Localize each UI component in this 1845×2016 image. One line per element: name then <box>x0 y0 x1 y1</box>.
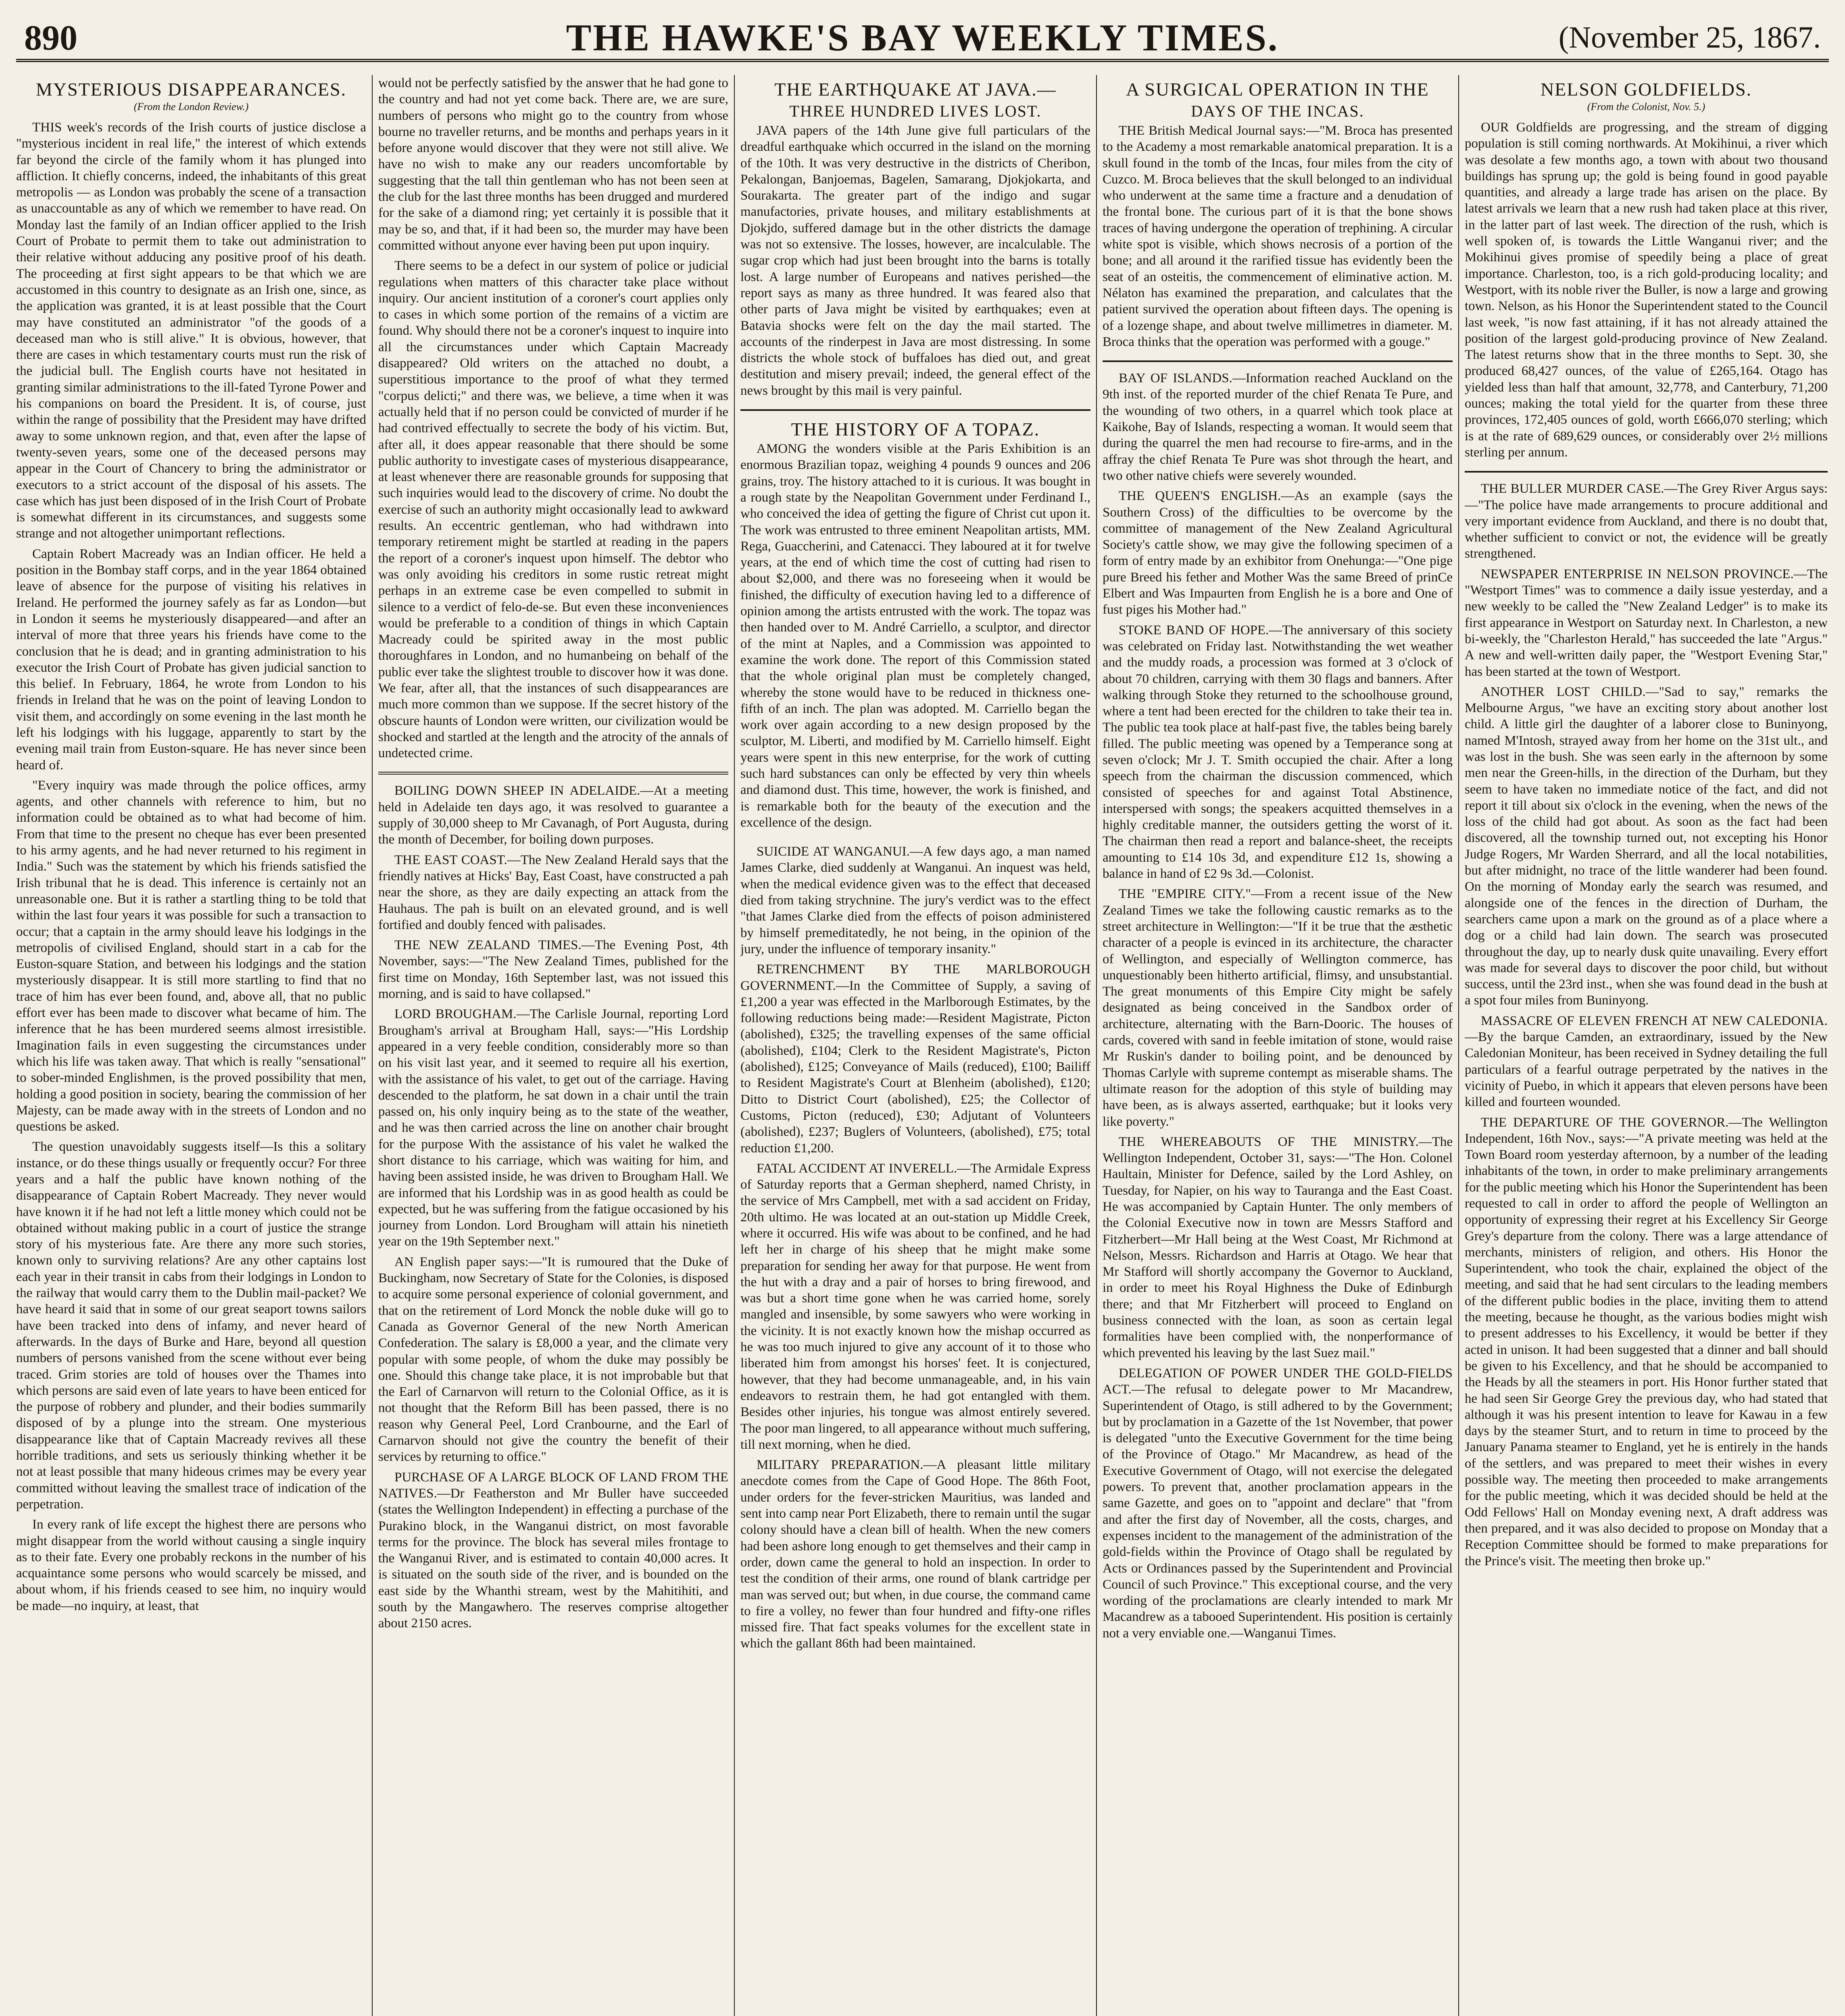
article-heading: MYSTERIOUS DISAPPEARANCES. <box>35 79 347 100</box>
news-item: NEWSPAPER ENTERPRISE IN NELSON PROVINCE.—The "Westport Times" was to commence a daily issue yesterday, and a new weekly to be called the "New Zealand Ledger" is to make its first appearance in Westport on Saturday next. In Charleston, a new bi-weekly, the "Charleston Herald," has succeeded the late "Argus." A new and well-written daily paper, the "Westport Evening Star," has been started at the town of Westport. <box>1465 566 1828 679</box>
column-rule <box>1096 75 1097 2016</box>
column-4 <box>1103 75 1453 2016</box>
paragraph: In every rank of life except the highest there are persons who might disappear from the world without causing a single inquiry as to their fate. Every one probably reckons in the number of his acquaintance some persons who would scarcely be missed, and about whom, if his friends ceased to see him, no inquiry would be made—no inquiry, at least, that <box>16 1517 366 1613</box>
news-item: AN English paper says:—"It is rumoured that the Duke of Buckingham, now Secretary of State for the Colonies, is disposed to acquire some personal experience of colonial government, and that on the retirement of Lord Monck the noble duke will go to Canada as Governor General of the new North American Confederation. The salary is £8,000 a year, and the climate very popular with some people, of whom the duke may possibly be one. Should this change take place, it is not improbable but that the Earl of Carnarvon will return to the Colonial Office, as it is not thought that the Reform Bill has been passed, there is no reason why General Peel, Lord Cranbourne, and the Earl of Carnarvon should not give the country the benefit of their services by returning to office." <box>378 1254 728 1464</box>
article-source: (From the London Review.) <box>133 101 249 112</box>
paragraph: THIS week's records of the Irish courts of justice disclose a "mysterious incident in real life," the interest of which extends far beyond the circle of the family whom it has plunged into affliction. It chiefly concerns, indeed, the inhabitants of this great metropolis — as London was probably the scene of a transaction as unaccountable as any of which we remember to have read. On Monday last the family of an Indian officer applied to the Irish Court of Probate to permit them to take out administration to their relative without adducing any positive proof of his death. The proceeding at first sight appears to be that which we are accustomed in this country to designate as an Irish one, since, as the application was granted, it is at least possible that the Court may have constituted an administrator "of the goods of a deceased man who is still alive." It is obvious, however, that there are cases in which testamentary courts must run the risk of the judicial bull. The English courts have not hesitated in granting similar administrations to the ill-fated Tyrone Power and his companions on board the President. It is, of course, just within the range of possibility that the President may have drifted away to some unknown region, and that, even after the lapse of twenty-seven years, some one of the deceased persons may appear in the Court of Chancery to bring the administrator or executors to a strict account of the disposal of his assets. The case which has just been disposed of in the Irish Court of Probate is somewhat different in its circumstances, and suggests some strange and not altogether unimportant reflections. <box>16 120 366 541</box>
article-heading: NELSON GOLDFIELDS. <box>1540 79 1752 100</box>
news-item: DELEGATION OF POWER UNDER THE GOLD-FIELDS ACT.—The refusal to delegate power to Mr Macandrew, Superintendent of Otago, is still adhered to by the Government; but by proclamation in a Gazette of the 1st November, that power is delegated "unto the Executive Government for the time being of the Province of Otago." Mr Macandrew, as head of the Executive Government of Otago, will not exercise the delegated powers. To prevent that, another proclamation appears in the same Gazette, and goes on to "appoint and declare" that "from and after the first day of November, all the costs, charges, and expenses incident to the management of the administration of the gold-fields within the Province of Otago shall be regulated by Acts or Ordinances passed by the Superintendent and Provincial Council of such Province." This exceptional course, and the very wording of the proclamations are clearly intended to mark Mr Macandrew as a tabooed Superintendent. His position is certainly not a very enviable one.—Wanganui Times. <box>1103 1366 1453 1641</box>
article-subheading: DAYS OF THE INCAS. <box>1191 102 1364 120</box>
issue-date: (November 25, 1867. <box>1558 21 1821 54</box>
news-item: THE BULLER MURDER CASE.—The Grey River Argus says:—"The police have made arrangements to procure additional and very important evidence from Auckland, and there is no doubt that, whether sufficient to convict or not, the evidence will be greatly strengthened. <box>1465 481 1828 561</box>
section-divider <box>1103 360 1453 362</box>
column-3 <box>740 75 1090 2016</box>
column-rule <box>1458 75 1459 2016</box>
newspaper-page <box>16 15 1829 2016</box>
news-item: FATAL ACCIDENT AT INVERELL.—The Armidale Express of Saturday reports that a German shepherd, named Christy, in the service of Mrs Campbell, met with a sad accident on Friday, 20th ultimo. He was located at an out-station up Middle Creek, where it occurred. His wife was about to be confined, and he had left her in charge of his sheep that he might make some preparation for sending her away for that purpose. He went from the hut with a dray and a pair of horses to bring firewood, and was but a short time gone when he was carried home, sorely mangled and insensible, by some sawyers who were working in the vicinity. It is not exactly known how the mishap occurred as he was too much injured to give any account of it to those who liberated him from amongst his horses' feet. It is conjectured, however, that they had become unmanageable, and, in his vain endeavors to restrain them, he had got entangled with them. Besides other injuries, his tongue was almost entirely severed. The poor man lingered, to all appearance without much suffering, till next morning, when he died. <box>740 1161 1090 1452</box>
news-item: BOILING DOWN SHEEP IN ADELAIDE.—At a meeting held in Adelaide ten days ago, it was resolved to guarantee a supply of 30,000 sheep to Mr Cavanagh, of Port Augusta, during the month of December, for boiling down purposes. <box>378 783 728 847</box>
news-item: PURCHASE OF A LARGE BLOCK OF LAND FROM THE NATIVES.—Dr Featherston and Mr Buller have succeeded (states the Wellington Independent) in effecting a purchase of the Purakino block, in the Wanganui district, on most favorable terms for the province. The block has several miles frontage to the Wanganui River, and is estimated to contain 40,000 acres. It is situated on the south side of the river, and is bounded on the east side by the Whanthi stream, west by the Mahitihiti, and south by the Mangawhero. The reserves comprise altogether about 2150 acres. <box>378 1470 728 1631</box>
paragraph: JAVA papers of the 14th June give full particulars of the dreadful earthquake which occurred in the island on the morning of the 10th. It was very destructive in the districts of Cheribon, Pekalongan, Banjoemas, Bagelen, Samarang, Djokjokarta, and Sourakarta. The greater part of the indigo and sugar manufactories, private houses, and military establishments at Djokjdo, suffered damage but in the other districts the damage was not so extensive. The losses, however, are incalculable. The sugar crop which had just been brought into the barns is totally lost. A large number of Europeans and natives perished—the report says as many as three hundred. It was feared also that other parts of Java might be visited by earthquakes; even at Batavia shocks were felt on the day the mail started. The accounts of the rinderpest in Java are most distressing. In some districts the whole stock of buffaloes has died out, and great destitution and misery prevail; indeed, the general effect of the news brought by this mail is very painful. <box>740 123 1090 398</box>
section-divider <box>740 409 1090 411</box>
paragraph: The question unavoidably suggests itself—Is this a solitary instance, or do these things usually or frequently occur? For three years and a half the public have known nothing of the disappearance of Captain Robert Macready. They never would have known it if he had not left a little money which could not be obtained without making public in a court of justice the strange story of his mysterious fate. Are there any more such stories, known only to surviving relations? Are any other captains lost each year in their transit in cabs from their lodgings in London to the railway that would carry them to the Dublin mail-packet? We have heard it said that in some of our great seaport towns sailors have been tracked into dens of infamy, and never heard of afterwards. In the days of Burke and Hare, beyond all question numbers of persons vanished from the scene without ever being traced. Grim stories are told of houses over the Thames into which persons are said even of late years to have been enticed for the purpose of robbery and plunder, and their bodies summarily disposed of by a plunge into the stream. One mysterious disappearance like that of Captain Macready revives all these horrible traditions, and sets us seriously thinking whether it be not at least possible that many hideous crimes may be every year committed without leaving the smallest trace of indication of the perpetration. <box>16 1139 366 1512</box>
news-item: STOKE BAND OF HOPE.—The anniversary of this society was celebrated on Friday last. Notwithstanding the wet weather and the muddy roads, a procession was formed at 3 o'clock of about 70 children, carrying with them 30 flags and banners. After walking through Stoke they returned to the schoolhouse ground, where a tent had been erected for the children to take their tea in. The public tea took place at half-past five, the tables being barely filled. The public meeting was opened by a Temperance song at seven o'clock; Mr J. T. Smith occupied the chair. After a long speech from the chairman the discussion commenced, which consisted of speeches for and against Total Abstinence, interspersed with songs; the speakers acquitted themselves in a highly creditable manner, the outsiders getting the worst of it. The chairman then read a report and balance-sheet, the receipts amounting to £14 10s 3d, and expenditure £12 1s, showing a balance in hand of £2 9s 3d.—Colonist. <box>1103 623 1453 881</box>
news-item: THE DEPARTURE OF THE GOVERNOR.—The Wellington Independent, 16th Nov., says:—"A private meeting was held at the Town Board room yesterday afternoon, by a number of the leading inhabitants of the town, in order to make preliminary arrangements for the public meeting which his Honor the Superintendent has been requested to call in order to afford the people of Wellington an opportunity of expressing their regret at his Excellency Sir George Grey's departure from the colony. There was a large attendance of merchants, ministers of religion, and others. His Honor the Superintendent, who took the chair, explained the object of the meeting, and said that he had sent circulars to the leading members of the different public bodies in the place, inviting them to attend the meeting, because he thought, as the various bodies might wish to present addresses to his Excellency, it would be better if they acted in unison. It had been suggested that a dinner and ball should be given to his Excellency, and that he should be accompanied to the Heads by all the steamers in port. His Honor further stated that he had seen Sir George Grey the previous day, who had stated that although it was his present intention to leave for Kawau in a few days by the steamer Sturt, and to return in time to proceed by the January Panama steamer to England, yet he is entirely in the hands of the settlers, and was prepared to meet their wishes in every possible way. The meeting then proceeded to make arrangements for the public meeting, which it was decided should be held at the Odd Fellows' Hall on Monday evening next, A draft address was then prepared, and it was also decided to propose on Monday that a Reception Committee should be formed to make preparations for the Prince's visit. The meeting then broke up." <box>1465 1115 1828 1568</box>
news-item: THE "EMPIRE CITY."—From a recent issue of the New Zealand Times we take the following caustic remarks as to the street architecture in Wellington:—"If it be true that the æsthetic character of a people is evinced in its architecture, the character of Wellington, and especially of Wellington commerce, has unquestionably been hitherto artificial, flimsy, and unsubstantial. The great monuments of this Empire City might be safely designated as being conceived in the Sandbox order of architecture, alternating with the Barn-Dooric. The houses of cards, covered with sand in feeble imitation of stone, would raise Mr Ruskin's dander to boiling point, and be denounced by Thomas Carlyle with supreme contempt as miserable shams. The ultimate reason for the adoption of this style of building may have been, as is always asserted, earthquake; but it looks very like poverty." <box>1103 887 1453 1129</box>
column-5 <box>1465 75 1828 2016</box>
news-item: THE QUEEN'S ENGLISH.—As an example (says the Southern Cross) of the difficulties to be overcome by the committee of management of the New Zealand Agricultural Society's cattle show, we may give the following specimen of a form of entry made by an exhibitor from Onehunga:—"One pige pure Breed his fether and Mother Was the same Breed of prinCe Elbert and Was Impaurten from English he is a bore and One of fust piges his Mother had." <box>1103 489 1453 617</box>
newspaper-title: THE HAWKE'S BAY WEEKLY TIMES. <box>566 17 1279 59</box>
article-source: (From the Colonist, Nov. 5.) <box>1587 101 1705 112</box>
article-heading: A SURGICAL OPERATION IN THE <box>1126 79 1429 100</box>
paragraph: THE British Medical Journal says:—"M. Broca has presented to the Academy a most remarkable anatomical preparation. It is a skull found in the tomb of the Incas, four miles from the city of Cuzco. M. Broca believes that the skull belonged to an individual who underwent at the same time a fracture and a denudation of the frontal bone. The curious part of it is that the bone shows traces of having undergone the operation of trephining. A circular white spot is visible, which shows necrosis of a portion of the bone; and all around it the rarified tissue has evidently been the seat of an osteitis, the commencement of eliminative action. M. Nélaton has examined the preparation, and calculates that the patient survived the operation about fifteen days. The opening is of a lozenge shape, and about twelve millimetres in diameter. M. Broca thinks that the operation was performed with a gouge." <box>1103 123 1453 349</box>
article-heading: THE HISTORY OF A TOPAZ. <box>791 419 1040 440</box>
column-2 <box>378 75 728 2016</box>
column-rule <box>372 75 373 2016</box>
news-item: ANOTHER LOST CHILD.—"Sad to say," remarks the Melbourne Argus, "we have an exciting story about another lost child. A little girl the daughter of a laborer close to Buninyong, named M'Intosh, strayed away from her home on the 31st ult., and was lost in the bush. She was seen early in the afternoon by some men near the Green-hills, in the direction of the Durham, but they seem to have taken no immediate notice of the fact, and did not report it till about six o'clock in the evening, when the news of the loss of the child had got about. As soon as the fact had been discovered, all the township turned out, not excepting his Honor Judge Rogers, Mr Warden Sherrard, and all the local notabilities, but after midnight, no trace of the little wanderer had been found. On the morning of Monday early the search was resumed, and alongside one of the fences in the direction of Durham, the searchers came upon a mark on the ground as of a place where a dog or a child had lain down. The search was prosecuted throughout the day, up to nearly dusk quite unavailing. Every effort was made for several days to discover the poor child, but without success, until the 23rd inst., when she was found dead in the bush at a spot four miles from Buninyong. <box>1465 684 1828 1008</box>
paragraph: There seems to be a defect in our system of police or judicial regulations when matters of this character take place without inquiry. Our ancient institution of a coroner's court applies only to cases in which some portion of the remains of a victim are found. Why should there not be a coroner's inquest to inquire into all the circumstances under which Captain Macready disappeared? Old writers on the attached no doubt, a superstitious importance to the proof of what they termed "corpus delicti;" and there was, we believe, a time when it was actually held that if no person could be convicted of murder if he had contrived effectually to secrete the body of his victim. But, after all, it does appear reasonable that there should be some public authority to investigate cases of mysterious disappearance, at least whenever there are reasonable grounds for supposing that such inquiries would lead to the discovery of crime. No doubt the exercise of such an authority might occasionally lead to awkward results. An eccentric gentleman, who had withdrawn into temporary retirement might be startled at reading in the papers the report of a coroner's inquest upon himself. The debtor who was only avoiding his creditors in some rustic retreat might perhaps in an extreme case be even compelled to submit in silence to a verdict of felo-de-se. But even these inconveniences would be preferable to a condition of things in which Captain Macready could be spirited away in the most public thoroughfares in London, and no humanbeing on behalf of the public ever take the slightest trouble to discover how it was done. We fear, after all, that the instances of such disappearances are much more common than we suppose. If the secret history of the obscure haunts of London were written, our civilization would be shocked and startled at the length and the atrocity of the annals of undetected crime. <box>378 258 728 761</box>
article-subheading: THREE HUNDRED LIVES LOST. <box>789 102 1042 120</box>
news-item: BAY OF ISLANDS.—Information reached Auckland on the 9th inst. of the reported murder of the chief Renata Te Pure, and the wounding of two others, in a quarrel which took place at Kaikohe, Bay of Islands, respecting a woman. It would seem that during the quarrel the men had recourse to fire-arms, and in the affray the chief Renata Te Pure was shot through the heart, and two other native chiefs were severely wounded. <box>1103 371 1453 483</box>
column-1 <box>16 75 366 2016</box>
news-item: MILITARY PREPARATION.—A pleasant little military anecdote comes from the Cape of Good Hope. The 86th Foot, under orders for the fever-stricken Mauritius, was landed and sent into camp near Port Elizabeth, there to remain until the sugar colony should have a clean bill of health. When the new comers had been ashore long enough to get themselves and their camp in order, down came the general to hold an inspection. In order to test the condition of their arms, one round of blank cartridge per man was served out; but when, in due course, the command came to fire a volley, no fewer than four hundred and fifty-one rifles missed fire. That fact speaks volumes for the excellent state in which the gallant 86th had been maintained. <box>740 1458 1090 1651</box>
news-item: THE EAST COAST.—The New Zealand Herald says that the friendly natives at Hicks' Bay, East Coast, have constructed a pah near the shore, as they are daily expecting an attack from the Hauhaus. The pah is built on an elevated ground, and is well fortified and doubly fenced with palisades. <box>378 852 728 932</box>
article-heading: THE EARTHQUAKE AT JAVA.— <box>774 79 1057 100</box>
news-item: RETRENCHMENT BY THE MARLBOROUGH GOVERNMENT.—In the Committee of Supply, a saving of £1,200 a year was effected in the Marlborough Estimates, by the following reductions being made:—Resident Magistrate, Picton (abolished), £325; the travelling expenses of the same official (abolished), £104; Clerk to the Resident Magistrate's, Picton (abolished), £125; Conveyance of Mails (reduced), £100; Bailiff to Resident Magistrate's Court at Blenheim (abolished), £120; Ditto to District Court (abolished), £25; the Collector of Customs, Picton (reduced), £30; Adjutant of Volunteers (abolished), £237; Buglers of Volunteers, (abolished), £75; total reduction £1,200. <box>740 962 1090 1156</box>
section-divider <box>1465 471 1828 473</box>
paragraph: would not be perfectly satisfied by the answer that he had gone to the country and had not yet come back. There are, we are sure, numbers of persons who might go to the country from whose bourne no traveller returns, and be months and perhaps years in it before anyone would discover that they were not still alive. We have no wish to make any our readers uncomfortable by suggesting that the tall thin gentleman who has not been seen at the club for the last three months has been drugged and murdered for the sake of a diamond ring; yet certainly it is possible that it may be so, and that, if it had been so, the murder may have been committed without anyone ever having been put upon inquiry. <box>378 76 728 253</box>
news-item: SUICIDE AT WANGANUI.—A few days ago, a man named James Clarke, died suddenly at Wanganui. An inquest was held, when the medical evidence given was to the effect that deceased died from taking strychnine. The jury's verdict was to the effect "that James Clarke died from the effects of poison administered by himself premeditatedly, he not being, in the opinion of the jury, under the influence of temporary insanity." <box>740 844 1090 956</box>
page-number: 890 <box>24 19 77 58</box>
news-item: THE NEW ZEALAND TIMES.—The Evening Post, 4th November, says:—"The New Zealand Times, published for the first time on Monday, 16th September last, was not issued this morning, and is said to have collapsed." <box>378 938 728 1002</box>
paragraph: OUR Goldfields are progressing, and the stream of digging population is still coming northwards. At Mokihinui, a river which was desolate a few months ago, a town with about two thousand buildings has sprung up; the gold is being found in good payable quantities, and already a large trade has arisen on the place. By latest arrivals we learn that a new rush had taken place at this river, in the latter part of last week. The direction of the rush, which is well spoken of, is towards the Little Wanganui river; and the Mokihinui gives promise of speedily being a place of great importance. Charleston, too, is a rich gold-producing locality; and Westport, with its noble river the Buller, is now a large and growing town. Nelson, as his Honor the Superintendent stated to the Council last week, "is now fast attaining, if it has not already attained the position of the largest gold-producing province of New Zealand. The latest returns show that in the three months to Sept. 30, she produced 68,427 ounces, of the value of £265,164. Otago has yielded less than half that amount, 32,778, and Canterbury, 71,200 ounces; making the total yield for the quarter from these three provinces, 172,405 ounces of gold, worth £666,070 sterling; which is at the rate of 689,629 ounces, or considerably over 2½ millions sterling per annum. <box>1465 120 1828 460</box>
section-divider <box>378 772 728 775</box>
masthead <box>16 15 1829 62</box>
news-item: MASSACRE OF ELEVEN FRENCH AT NEW CALEDONIA.—By the barque Camden, an extraordinary, issued by the New Caledonian Moniteur, has been received in Sydney detailing the full particulars of a fearful outrage perpetrated by the natives in the vicinity of Puebo, in which it appears that eleven persons have been killed and fourteen wounded. <box>1465 1013 1828 1110</box>
column-rule <box>734 75 735 2016</box>
news-item: THE WHEREABOUTS OF THE MINISTRY.—The Wellington Independent, October 31, says:—"The Hon. Colonel Haultain, Minister for Defence, sailed by the Lord Ashley, on Tuesday, for Napier, on his way to Tauranga and the East Coast. He was accompanied by Captain Hunter. The only members of the Colonial Executive now in town are Messrs Stafford and Fitzherbert—Mr Hall being at the West Coast, Mr Richmond at Nelson, Messrs. Richardson and Harris at Otago. We hear that Mr Stafford will shortly accompany the Governor to Auckland, in order to meet his Royal Highness the Duke of Edinburgh there; and that Mr Fitzherbert will proceed to England on business connected with the loan, as soon as certain legal formalities have been complied with, the nonperformance of which prevented his leaving by the last Suez mail." <box>1103 1134 1453 1360</box>
paragraph: Captain Robert Macready was an Indian officer. He held a position in the Bombay staff corps, and in the year 1864 obtained leave of absence for the purpose of visiting his relatives in Ireland. He performed the journey safely as far as London—but in London it seems he mysteriously disappeared—and after an interval of more that three years his friends have come to the conclusion that he is dead; and in granting administration to his executor the Irish Court of Probate has given judicial sanction to this belief. In February, 1864, he wrote from London to his friends in Ireland that he was on the point of leaving London to visit them, and accordingly on some evening in the last month he left his lodgings with his luggage, apparently to start by the evening mail train from Euston-square. He has never since been heard of. <box>16 546 366 773</box>
paragraph: AMONG the wonders visible at the Paris Exhibition is an enormous Brazilian topaz, weighing 4 pounds 9 ounces and 206 grains, troy. The history attached to it is curious. It was bought in a rough state by the Neapolitan Government under Ferdinand I., who conceived the idea of getting the figure of Christ cut upon it. The work was entrusted to three eminent Neapolitan artists, MM. Rega, Guaccherini, and Catenacci. They laboured at it for twelve years, at the end of which time the cost of cutting had risen to about $2,000, and there was no foreseeing when it would be finished, the difficulty of execution having led to a difference of opinion among the artists entrusted with the work. The topaz was then handed over to M. André Carriello, a sculptor, and director of the mint at Naples, and a Commission was appointed to examine the work done. The report of this Commission stated that the whole original plan must be completely changed, whereby the stone would have to be reduced in thickness one-fifth of an inch. The plan was adopted. M. Carriello began the work over again according to a new design proposed by the sculptor, M. Liberti, and modified by M. Carriello himself. Eight years were spent in this new enterprise, for the work of cutting such hard substances can only be effected by very thin wheels and diamond dust. This time, however, the work is finished, and is remarkable both for the beauty of the execution and the excellence of the design. <box>740 442 1090 830</box>
paragraph: "Every inquiry was made through the police offices, army agents, and other channels with reference to him, but no information could be obtained as to what had become of him. From that time to the present no cheque has ever been presented to his army agents, and he had never returned to his regiment in India." Such was the statement by which his friends satisfied the Irish tribunal that he is dead. This inference is certainly not an unreasonable one. But it is rather a startling thing to be told that within the last four years it was possible for such a transaction to occur; that a captain in the army should leave his lodgings in the metropolis of civilised England, should start in a cab for the Euston-square Station, and between his lodgings and the station mysteriously disappear. It is still more startling to find that no trace of him has ever been found, and, above all, that no public effort ever has been made to discover what became of him. The inference that he has been murdered seems almost irresistible. Imagination fails in even suggesting the circumstances under which his life was taken away. That which is really "sensational" to sober-minded Englishmen, is the proved possibility that men, holding a good position in society, bearing the commission of her Majesty, can be made away with in the streets of London and no questions be asked. <box>16 778 366 1134</box>
news-item: LORD BROUGHAM.—The Carlisle Journal, reporting Lord Brougham's arrival at Brougham Hall, says:—"His Lordship appeared in a very feeble condition, considerably more so than on his visit last year, and it seemed to require all his exertion, with the assistance of his valet, to get out of the carriage. Having descended to the platform, he sat down in a chair until the train passed on, his only inquiry being as to the state of the weather, and he was then carried across the line on another chair brought for the purpose With the assistance of his valet he walked the short distance to his carriage, which was waiting for him, and having been assisted inside, he was driven to Brougham Hall. We are informed that his Lordship was in as good health as could be expected, but he was suffering from the fatigue occasioned by his journey from London. Lord Brougham will attain his ninetieth year on the 19th September next." <box>378 1007 728 1249</box>
